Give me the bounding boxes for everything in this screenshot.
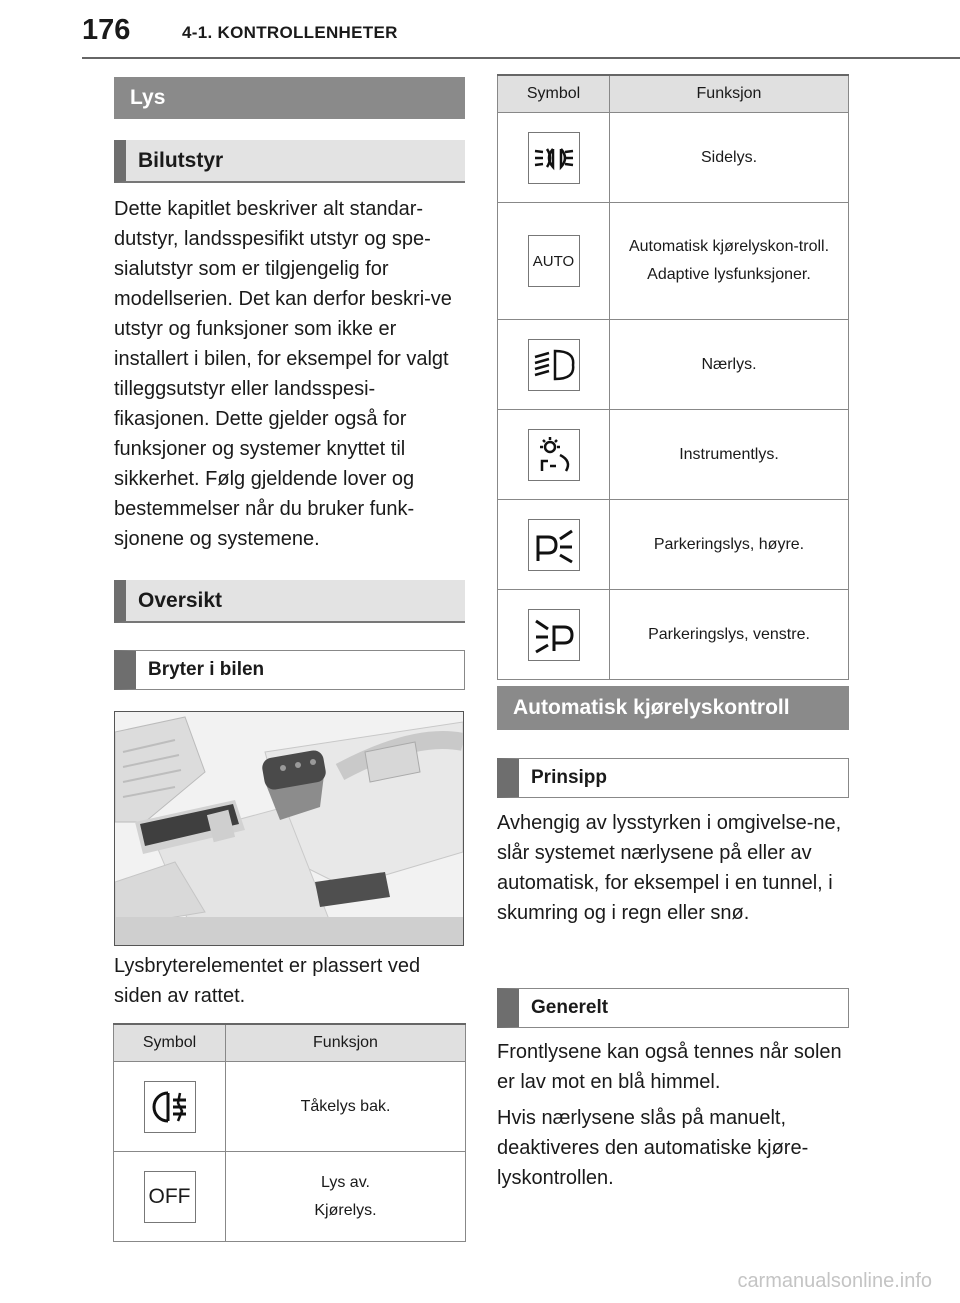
watermark: carmanualsonline.info (737, 1270, 932, 1292)
table-row (498, 410, 849, 500)
prinsipp-text: Avhengig av lysstyrken i omgivelse-ne, slår systemet nærlysene på eller av automatisk, for eksempel i en tunnel, i skumring og i regn eller snø. (497, 812, 842, 924)
figure-caption (114, 951, 466, 1011)
table-row (498, 203, 849, 320)
table-row (498, 113, 849, 203)
parking-light-right-icon (528, 519, 580, 571)
table-row (498, 500, 849, 590)
prinsipp-paragraph (497, 808, 849, 928)
parking-light-left-icon (528, 609, 580, 661)
col-function: Funksjon (610, 75, 849, 113)
col-symbol: Symbol (498, 75, 610, 113)
right-symbol-table (497, 74, 849, 680)
table-row (498, 320, 849, 410)
light-switch-illustration (114, 711, 464, 946)
function-lights-off: Lys av. (321, 1173, 370, 1191)
left-symbol-table (113, 1023, 466, 1242)
function-instrument-lighting: Instrumentlys. (679, 445, 779, 463)
table-row (114, 1062, 466, 1152)
section-title-lys: Lys (114, 77, 465, 119)
header-rule (82, 57, 960, 59)
table-header-row (114, 1024, 466, 1062)
subsubsection-generelt: Generelt (497, 988, 849, 1028)
subsubsection-prinsipp: Prinsipp (497, 758, 849, 798)
generelt-text-1: Frontlysene kan også tennes når solen er lav mot en blå himmel. (497, 1041, 842, 1093)
page-number: 176 (82, 14, 131, 46)
instrument-lighting-icon (528, 429, 580, 481)
function-parking-right: Parkeringslys, høyre. (653, 535, 805, 553)
function-parking-left: Parkeringslys, venstre. (648, 625, 810, 643)
section-title-auto-light: Automatisk kjørelyskontroll (497, 686, 849, 730)
function-side-lights: Sidelys. (700, 148, 758, 166)
col-symbol: Symbol (114, 1024, 226, 1062)
function-auto-light-control: Automatisk kjørelyskon-troll. (628, 238, 830, 255)
intro-paragraph (114, 194, 466, 554)
low-beam-icon (528, 339, 580, 391)
subsubsection-bryter: Bryter i bilen (114, 650, 465, 690)
intro-text: Dette kapitlet beskriver alt standar-dutstyr, landsspesifikt utstyr og spe-sialutstyr som er tilgjengelig for modellserien. Det kan derfor beskri-ve utstyr og funksjoner som ikke er installert i bilen, for eksempel for valgt tilleggsutstyr eller landsspesi-fikasjonen. Dette gjelder også for funksjoner og systemer knyttet til sikkerhet. Følg gjeldende lover og bestemmelser når du bruker funk-sjonene og systemene. (114, 198, 452, 550)
table-row (114, 1152, 466, 1242)
subsection-bilutstyr: Bilutstyr (114, 140, 465, 183)
auto-icon: AUTO (528, 235, 580, 287)
off-icon: OFF (144, 1171, 196, 1223)
function-daytime-lights: Kjørelys. (314, 1201, 377, 1219)
function-low-beam: Nærlys. (701, 355, 757, 373)
side-lights-icon (528, 132, 580, 184)
subsection-oversikt: Oversikt (114, 580, 465, 623)
function-rear-fog: Tåkelys bak. (300, 1097, 391, 1115)
steering-column-drawing (115, 712, 463, 945)
generelt-text-2: Hvis nærlysene slås på manuelt, deaktiveres den automatiske kjøre-lyskontrollen. (497, 1107, 809, 1189)
generelt-paragraphs (497, 1037, 849, 1193)
rear-fog-light-icon (144, 1081, 196, 1133)
chapter-title: 4-1. KONTROLLENHETER (182, 23, 398, 42)
table-row (498, 590, 849, 680)
table-header-row (498, 75, 849, 113)
col-function: Funksjon (226, 1024, 466, 1062)
function-adaptive-light: Adaptive lysfunksjoner. (647, 266, 811, 283)
figure-caption-text: Lysbryterelementet er plassert ved siden av rattet. (114, 955, 421, 1007)
